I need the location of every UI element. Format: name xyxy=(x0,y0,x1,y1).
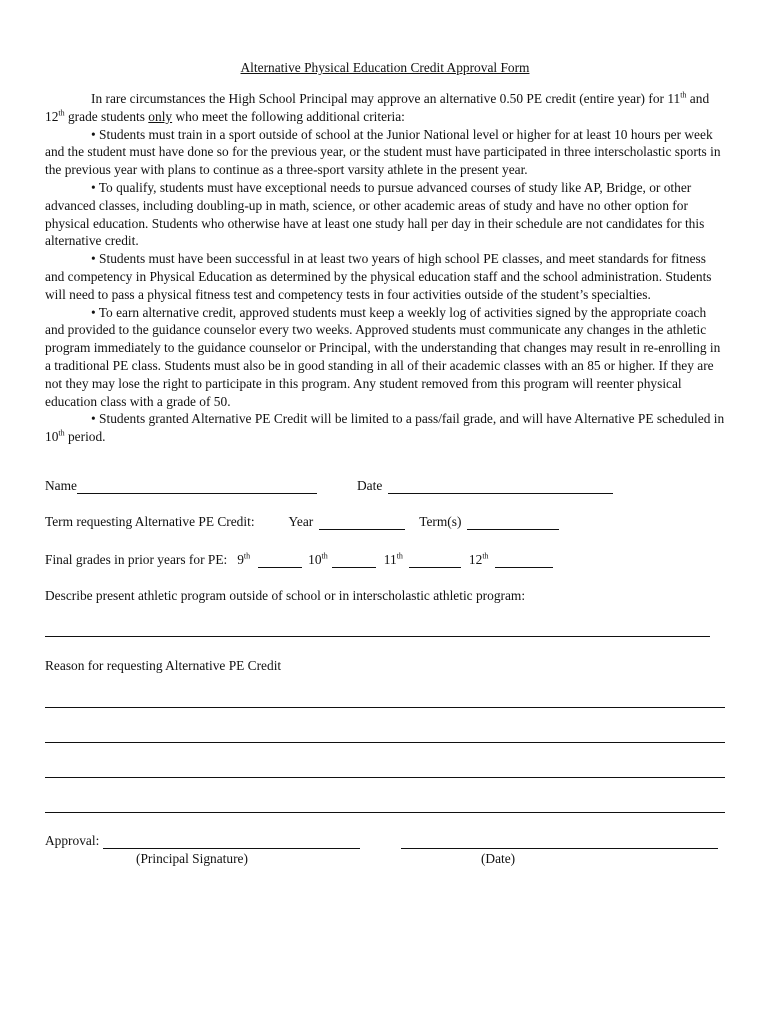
superscript: th xyxy=(58,428,65,438)
describe-label: Describe present athletic program outside of school or in interscholastic athletic program: xyxy=(45,587,526,603)
criteria-bullet: • To earn alternative credit, approved students must keep a weekly log of activities signed by the appropriate coach and provided to the guidance counselor every two weeks. Approved students must communicate any changes in the athletic program immediately to the guidance counselor or Principal, with the understanding that changes may result in re-enrolling in a traditional PE class. Students must also be in good standing in all of their academic classes with an 85 or higher. If they are not they may lose the right to participate in this program. Any student removed from this program will reenter physical education class with a grade of 50. xyxy=(45,304,721,409)
describe-field[interactable] xyxy=(45,635,710,637)
criteria-bullet: • Students must have been successful in at least two years of high school PE classes, and meet standards for fitness and competency in Physical Education as determined by the physical education staff and the school administration. Students will need to pass a physical fitness test and competency tests in four activities outside of the student’s specialties. xyxy=(45,251,712,302)
criteria-bullet: • To qualify, students must have exceptional needs to pursue advanced courses of study like AP, Bridge, or other advanced classes, including doubling-up in math, science, or other academic areas of study and have no other option for physical education. Students who otherwise have at least one study hall per day in their schedule are not candidates for this alternative credit. xyxy=(45,179,705,249)
term-label: Term requesting Alternative PE Credit: xyxy=(45,513,255,529)
approval-date-field[interactable] xyxy=(401,834,718,849)
date-label: Date xyxy=(356,477,383,493)
reason-field-line[interactable] xyxy=(45,811,725,813)
grade-9-field[interactable] xyxy=(258,553,302,568)
reason-field-line[interactable] xyxy=(45,741,725,743)
criteria-bullet: • Students must train in a sport outside of school at the Junior National level or higher for at least 10 hours per week and the student must have done so for the previous year, or the student must have participated in three interscholastic sports in the previous year with plans to continue as a three-sport varsity athlete in the present year. xyxy=(45,126,721,178)
grades-row xyxy=(45,550,725,568)
approval-row xyxy=(45,833,725,849)
principal-signature-field[interactable] xyxy=(103,834,360,849)
grade-12-field[interactable] xyxy=(495,553,553,568)
form-title: Alternative Physical Education Credit Approval Form xyxy=(240,60,530,75)
grade-12-label: 12th xyxy=(468,551,489,567)
intro-text: and 12 xyxy=(45,91,710,124)
terms-label: Term(s) xyxy=(419,513,462,529)
date-caption: (Date) xyxy=(480,850,516,866)
grade-11-field[interactable] xyxy=(409,553,461,568)
superscript: th xyxy=(58,108,65,118)
terms-field[interactable] xyxy=(467,515,559,530)
intro-text: grade students xyxy=(64,108,149,124)
name-field[interactable] xyxy=(77,479,317,494)
grades-label: Final grades in prior years for PE: xyxy=(45,551,228,567)
intro-paragraph xyxy=(45,90,725,126)
grade-11-label: 11th xyxy=(383,551,403,567)
criteria-bullet xyxy=(45,410,725,446)
grade-9-label: 9th xyxy=(237,551,251,567)
year-label: Year xyxy=(288,513,314,529)
principal-signature-caption: (Principal Signature) xyxy=(136,850,248,866)
approval-captions xyxy=(45,851,725,867)
name-label: Name xyxy=(45,477,77,493)
reason-field-line[interactable] xyxy=(45,776,725,778)
name-date-row xyxy=(45,476,725,494)
reason-label: Reason for requesting Alternative PE Credit xyxy=(45,657,282,673)
bullet-text: period. xyxy=(64,429,106,445)
emphasis-only: only xyxy=(148,108,173,124)
form-fields xyxy=(45,476,725,867)
year-field[interactable] xyxy=(319,515,405,530)
reason-field-line[interactable] xyxy=(45,706,725,708)
grade-10-label: 10th xyxy=(308,551,328,567)
date-field[interactable] xyxy=(388,479,613,494)
intro-text: In rare circumstances the High School Principal may approve an alternative 0.50 PE credit (entire year) for 11 xyxy=(91,91,681,106)
bullet-text: • Students granted Alternative PE Credit will be limited to a pass/fail grade, and will have Alternative PE scheduled in 10 xyxy=(45,411,725,445)
grade-10-field[interactable] xyxy=(332,553,376,568)
approval-label: Approval: xyxy=(45,832,100,848)
term-row xyxy=(45,512,725,530)
intro-text: who meet the following additional criteria: xyxy=(172,108,405,124)
superscript: th xyxy=(680,90,687,100)
form-page xyxy=(45,60,725,867)
